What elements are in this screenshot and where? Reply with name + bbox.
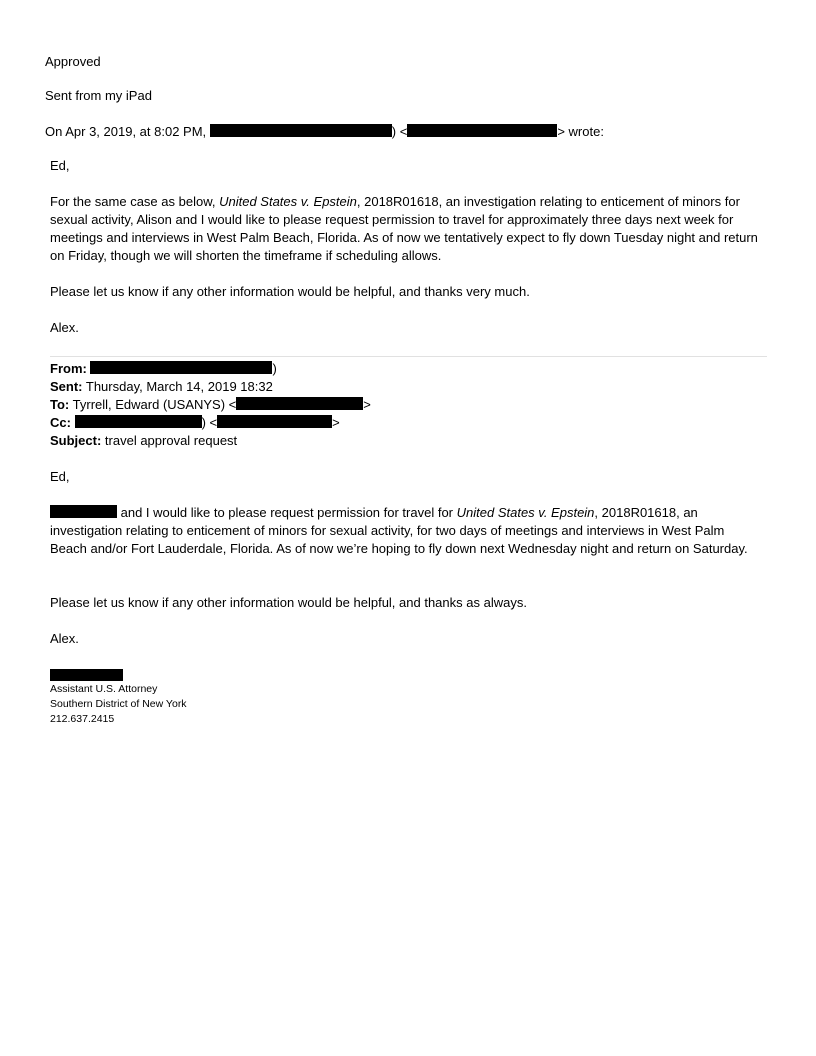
redaction-sender-name <box>210 124 392 137</box>
header-sent <box>50 378 273 396</box>
signature-title: Assistant U.S. Attorney <box>50 683 158 695</box>
cc-label: Cc: <box>50 415 71 430</box>
redaction-colleague-name <box>50 505 117 518</box>
to-label: To: <box>50 397 70 412</box>
message2-body-before: and I would like to please request permission for travel for <box>117 505 454 520</box>
quote-header-mid: ) < <box>391 124 408 139</box>
quote-header <box>45 123 604 141</box>
redaction-signature-name <box>50 669 123 681</box>
message2-case-name: United States v. Epstein <box>456 505 595 520</box>
message1-greeting: Ed, <box>50 158 70 173</box>
redaction-from <box>90 361 272 374</box>
message2-body <box>50 504 762 558</box>
reply-signature: Sent from my iPad <box>45 88 152 103</box>
cc-suffix: > <box>332 415 340 430</box>
header-cc <box>50 414 340 432</box>
subject-label: Subject: <box>50 433 102 448</box>
header-from <box>50 360 277 378</box>
sent-label: Sent: <box>50 379 83 394</box>
redaction-sender-email <box>407 124 557 137</box>
reply-text: Approved <box>45 54 101 69</box>
message2-sign: Alex. <box>50 631 79 646</box>
message1-body-before: For the same case as below, <box>50 194 216 209</box>
to-suffix: > <box>363 397 371 412</box>
message1-sign: Alex. <box>50 320 79 335</box>
redaction-to-email <box>236 397 363 410</box>
header-divider <box>50 356 767 357</box>
quote-header-prefix: On Apr 3, 2019, at 8:02 PM, <box>45 124 207 139</box>
message2-body-after: , 2018R01618, an investigation relating to enticement of minors for sexual activity, for two days of meetings and interviews in West Palm Beach and/or Fort Lauderdale, Florida. As of now we’re hoping to fly down next Wednesday night and return on Saturday. <box>50 505 748 556</box>
message1-body-after: , 2018R01618, an investigation relating to enticement of minors for sexual activity, Alison and I would like to please request permission to travel for approximately three days next week for meetings and interviews in West Palm Beach, Florida. As of now we tentatively expect to fly down Tuesday night and return on Friday, though we will shorten the timeframe if scheduling allows. <box>50 194 758 263</box>
message1-case-name: United States v. Epstein <box>219 194 357 209</box>
signature-phone: 212.637.2415 <box>50 713 115 725</box>
header-to <box>50 396 371 414</box>
message2-closing: Please let us know if any other information would be helpful, and thanks as always. <box>50 595 527 610</box>
redaction-cc-name <box>75 415 202 428</box>
subject-value: travel approval request <box>104 433 238 448</box>
message1-closing: Please let us know if any other information would be helpful, and thanks very much. <box>50 284 530 299</box>
message2-greeting: Ed, <box>50 469 70 484</box>
quote-header-suffix: > wrote: <box>557 124 604 139</box>
sent-value: Thursday, March 14, 2019 18:32 <box>85 379 273 394</box>
message1-body <box>50 193 762 265</box>
header-subject <box>50 432 237 450</box>
from-suffix: ) <box>272 361 277 376</box>
cc-mid: ) < <box>201 415 218 430</box>
redaction-cc-email <box>217 415 332 428</box>
to-value: Tyrrell, Edward (USANYS) < <box>72 397 237 412</box>
from-label: From: <box>50 361 87 376</box>
signature-office: Southern District of New York <box>50 698 187 710</box>
